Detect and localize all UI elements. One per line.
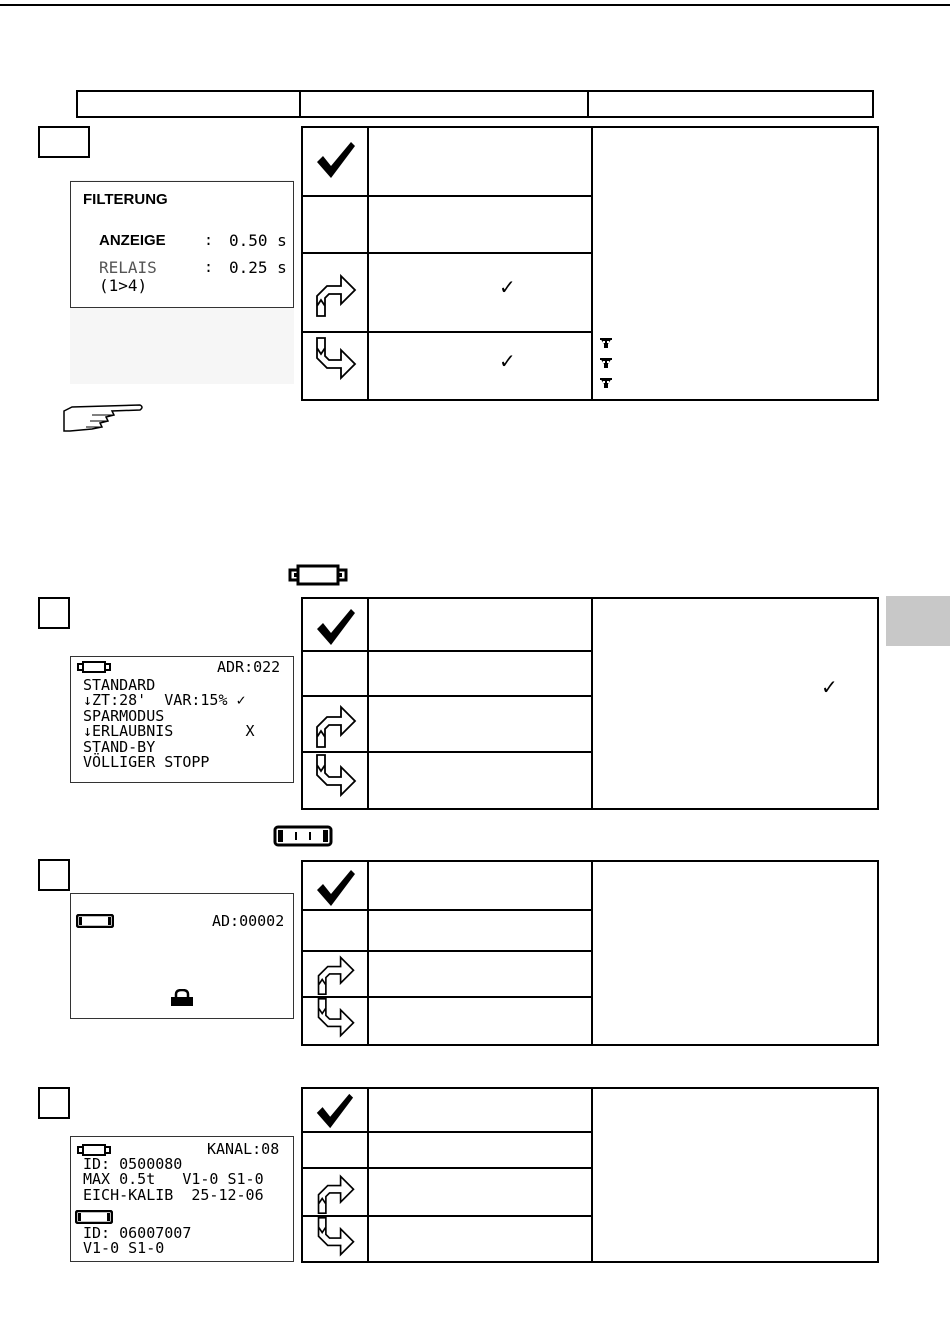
key-table-1 xyxy=(301,126,879,401)
arrow-down-right-icon xyxy=(313,1216,359,1267)
lcd-address: AD:00002 xyxy=(212,912,285,930)
arrow-up-right-icon xyxy=(313,1169,359,1220)
check-icon xyxy=(313,605,357,654)
action-column xyxy=(369,1089,593,1261)
tick-mark: ✓ xyxy=(821,675,838,699)
bracket-icon xyxy=(76,914,114,932)
lcd-ad-display xyxy=(70,893,294,1019)
key-table-3 xyxy=(301,860,879,1046)
bracket-icon xyxy=(273,825,333,852)
header-cell xyxy=(301,92,589,116)
arrow-up-right-icon xyxy=(313,268,359,323)
arrow-down-right-icon xyxy=(313,336,359,391)
lcd-line: VÖLLIGER STOPP xyxy=(83,753,210,771)
check-icon xyxy=(313,138,357,187)
lcd-title: FILTERUNG xyxy=(83,191,168,208)
lcd-line: ↓ERLAUBNIS X xyxy=(83,722,255,740)
key-table-2 xyxy=(301,597,879,810)
arrow-down-right-icon xyxy=(313,753,359,808)
arrow-up-right-icon xyxy=(313,950,359,1001)
header-cell xyxy=(78,92,301,116)
lcd-line: MAX 0.5t V1-0 S1-0 xyxy=(83,1170,264,1188)
lcd-channel: KANAL:08 xyxy=(207,1140,280,1158)
lcd-line: V1-0 S1-0 xyxy=(83,1239,165,1257)
lcd-line: STANDARD xyxy=(83,676,156,694)
check-icon xyxy=(313,866,357,915)
lcd-line: STAND-BY xyxy=(83,738,156,756)
lcd-kanal-display xyxy=(70,1136,294,1262)
lcd-row3: (1>4) xyxy=(99,276,148,295)
arrow-down-right-icon xyxy=(313,997,359,1048)
lock-icon xyxy=(169,989,195,1011)
row-divider xyxy=(303,195,593,197)
arrow-up-right-icon xyxy=(313,699,359,754)
hand-pointer-icon xyxy=(62,401,144,440)
lcd-address: ADR:022 xyxy=(217,658,281,676)
lcd-line: EICH-KALIB 25-12-06 xyxy=(83,1186,264,1204)
lcd-filter-display xyxy=(70,181,294,308)
lcd-row2-label: RELAIS xyxy=(99,258,157,277)
connector-icon xyxy=(288,562,348,593)
lcd-row1-value: 0.50 s xyxy=(229,231,287,250)
connector-icon xyxy=(76,660,112,678)
chapter-tab xyxy=(886,596,950,646)
lcd-standard-display xyxy=(70,656,294,783)
tick-mark: ✓ xyxy=(499,275,516,299)
row-divider xyxy=(303,331,593,333)
action-column xyxy=(369,128,593,399)
lcd-line: ID: 06007007 xyxy=(83,1224,192,1242)
lcd-row1-sep: : xyxy=(204,231,214,249)
tick-mark: ✓ xyxy=(499,349,516,373)
lcd-row2-sep: : xyxy=(204,258,214,276)
action-column xyxy=(369,862,593,1044)
row-divider xyxy=(303,252,593,254)
action-column xyxy=(369,599,593,808)
key-table-4 xyxy=(301,1087,879,1263)
row-divider xyxy=(303,695,593,697)
lcd-row2-value: 0.25 s xyxy=(229,258,287,277)
lcd-line: ID: 0500080 xyxy=(83,1155,183,1173)
header-cell xyxy=(589,92,872,116)
header-table xyxy=(76,90,874,118)
lcd-line: ↓ZT:28' VAR:15% ✓ xyxy=(83,691,246,709)
step-number-box xyxy=(38,859,70,891)
lcd-line: SPARMODUS xyxy=(83,707,165,725)
step-number-box xyxy=(38,126,90,158)
check-icon xyxy=(313,1090,355,1137)
top-rule xyxy=(0,4,950,6)
filter-icon xyxy=(599,337,613,394)
step-number-box xyxy=(38,1087,70,1119)
lcd-row1-label: ANZEIGE xyxy=(99,232,166,249)
step-number-box xyxy=(38,597,70,629)
